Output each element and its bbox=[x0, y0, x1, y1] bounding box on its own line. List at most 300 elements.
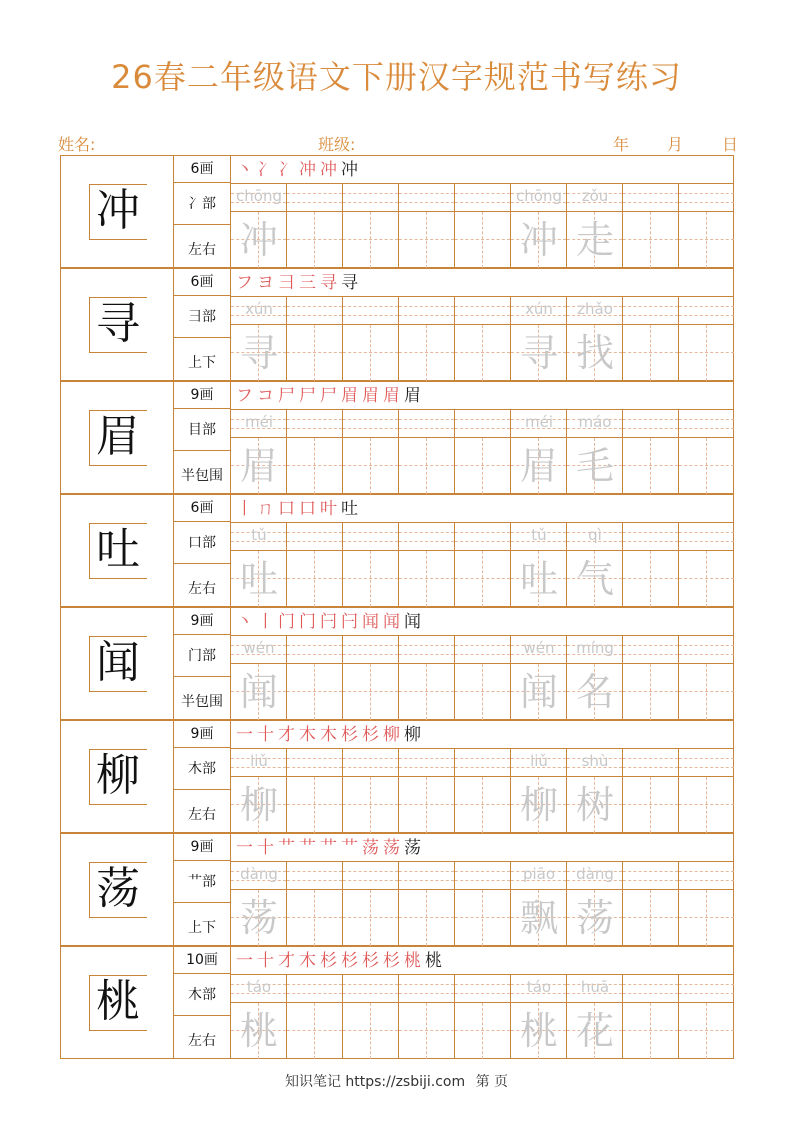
trace-pinyin: huā bbox=[580, 978, 610, 996]
practice-cell[interactable] bbox=[343, 749, 399, 833]
trace-pinyin: tǔ bbox=[251, 526, 267, 544]
practice-cell[interactable] bbox=[679, 862, 734, 946]
pinyin-lines bbox=[343, 410, 398, 438]
trace-hanzi: 冲 bbox=[519, 218, 558, 262]
trace-hanzi: 冲 bbox=[239, 218, 278, 262]
page-title: 26春二年级语文下册汉字规范书写练习 bbox=[111, 58, 682, 96]
structure-label: 上下 bbox=[188, 920, 216, 936]
practice-cell[interactable] bbox=[399, 975, 455, 1059]
stroke-step: 冲 bbox=[299, 160, 316, 180]
pinyin-lines bbox=[623, 410, 678, 438]
stroke-step: 闻 bbox=[404, 612, 421, 632]
practice-cell[interactable] bbox=[287, 184, 343, 268]
pinyin-lines bbox=[287, 523, 342, 551]
pinyin-lines bbox=[623, 184, 678, 212]
trace-hanzi: 找 bbox=[575, 331, 614, 375]
practice-cell[interactable] bbox=[511, 636, 567, 720]
stroke-step: 门 bbox=[299, 612, 316, 632]
practice-cell[interactable] bbox=[567, 410, 623, 494]
model-char: 闻 bbox=[96, 637, 140, 688]
model-char-cell bbox=[61, 947, 174, 1058]
pinyin-lines bbox=[287, 862, 342, 890]
practice-cell[interactable] bbox=[679, 297, 734, 381]
trace-hanzi: 走 bbox=[575, 218, 614, 262]
char-info bbox=[174, 269, 231, 380]
practice-cell[interactable] bbox=[231, 184, 287, 268]
practice-cell[interactable] bbox=[623, 410, 679, 494]
practice-cell[interactable] bbox=[511, 184, 567, 268]
radical-label: 口部 bbox=[174, 522, 230, 564]
model-char-cell bbox=[61, 156, 174, 267]
radical-label: 木部 bbox=[174, 974, 230, 1016]
stroke-count: 10画 bbox=[174, 947, 230, 974]
radical-label: 冫部 bbox=[174, 183, 230, 225]
char-block bbox=[60, 720, 734, 833]
practice-grid bbox=[231, 409, 734, 493]
practice-cell[interactable] bbox=[399, 410, 455, 494]
stroke-step: 口 bbox=[299, 499, 316, 519]
char-info bbox=[174, 834, 231, 945]
tian-grid bbox=[287, 890, 342, 946]
model-char: 眉 bbox=[96, 411, 140, 462]
tian-grid bbox=[679, 438, 734, 494]
stroke-step: 十 bbox=[257, 951, 274, 971]
practice-cell[interactable] bbox=[455, 636, 511, 720]
tian-grid bbox=[343, 890, 398, 946]
stroke-step: 艹 bbox=[278, 838, 295, 858]
stroke-step: 三 bbox=[299, 273, 316, 293]
trace-pinyin: táo bbox=[246, 978, 272, 996]
pinyin-lines bbox=[679, 523, 734, 551]
footer bbox=[0, 1071, 793, 1091]
model-char: 寻 bbox=[96, 298, 140, 349]
trace-hanzi: 桃 bbox=[519, 1009, 558, 1053]
practice-cell[interactable] bbox=[511, 862, 567, 946]
trace-pinyin: dàng bbox=[240, 865, 278, 883]
char-block bbox=[60, 155, 734, 268]
trace-pinyin: liǔ bbox=[250, 752, 268, 770]
tian-grid bbox=[399, 325, 454, 381]
pinyin-lines bbox=[287, 184, 342, 212]
pinyin-lines bbox=[623, 523, 678, 551]
pinyin-lines bbox=[287, 636, 342, 664]
stroke-order bbox=[236, 496, 362, 522]
stroke-step: 杉 bbox=[320, 951, 337, 971]
stroke-step: 口 bbox=[278, 499, 295, 519]
tian-grid bbox=[455, 551, 510, 607]
stroke-step: 丨 bbox=[236, 499, 253, 519]
practice-cell[interactable] bbox=[399, 749, 455, 833]
stroke-step: 眉 bbox=[383, 386, 400, 406]
practice-grid bbox=[231, 974, 734, 1058]
stroke-step: 杉 bbox=[362, 725, 379, 745]
pinyin-lines bbox=[623, 975, 678, 1003]
trace-hanzi: 吐 bbox=[239, 557, 278, 601]
practice-cell[interactable] bbox=[511, 523, 567, 607]
tian-grid bbox=[287, 551, 342, 607]
practice-cell[interactable] bbox=[679, 523, 734, 607]
stroke-step: 闩 bbox=[320, 612, 337, 632]
stroke-step: 荡 bbox=[383, 838, 400, 858]
practice-cell[interactable] bbox=[287, 749, 343, 833]
practice-cell[interactable] bbox=[287, 410, 343, 494]
pinyin-lines bbox=[455, 975, 510, 1003]
practice-cell[interactable] bbox=[231, 523, 287, 607]
pinyin-lines bbox=[455, 862, 510, 890]
structure-label: 左右 bbox=[188, 807, 216, 823]
trace-hanzi: 花 bbox=[575, 1009, 614, 1053]
year-label: 年 bbox=[613, 135, 630, 154]
stroke-step: 艹 bbox=[341, 838, 358, 858]
practice-cell[interactable] bbox=[567, 862, 623, 946]
practice-cell[interactable] bbox=[679, 975, 734, 1059]
model-char: 冲 bbox=[96, 185, 140, 236]
stroke-step: 一 bbox=[236, 725, 253, 745]
tian-grid bbox=[623, 1003, 678, 1059]
practice-grid bbox=[231, 861, 734, 945]
practice-cell[interactable] bbox=[455, 523, 511, 607]
tian-grid bbox=[679, 1003, 734, 1059]
practice-cell[interactable] bbox=[343, 636, 399, 720]
practice-cell[interactable] bbox=[343, 862, 399, 946]
pinyin-lines bbox=[287, 410, 342, 438]
trace-pinyin: wén bbox=[523, 639, 555, 657]
stroke-step: ㄇ bbox=[257, 499, 274, 519]
trace-hanzi: 柳 bbox=[519, 783, 558, 827]
stroke-step: 彐 bbox=[278, 273, 295, 293]
char-info bbox=[174, 382, 231, 493]
stroke-step: 荡 bbox=[362, 838, 379, 858]
trace-pinyin: qì bbox=[588, 526, 602, 544]
pinyin-lines bbox=[343, 749, 398, 777]
practice-cell[interactable] bbox=[231, 410, 287, 494]
tian-grid bbox=[455, 325, 510, 381]
pinyin-lines bbox=[455, 410, 510, 438]
trace-pinyin: máo bbox=[578, 413, 612, 431]
pinyin-lines bbox=[343, 636, 398, 664]
pinyin-lines bbox=[679, 749, 734, 777]
structure-label: 上下 bbox=[188, 355, 216, 371]
trace-hanzi: 荡 bbox=[239, 896, 278, 940]
practice-cell[interactable] bbox=[623, 184, 679, 268]
practice-cell[interactable] bbox=[231, 749, 287, 833]
trace-hanzi: 吐 bbox=[519, 557, 558, 601]
stroke-count: 9画 bbox=[174, 834, 230, 861]
stroke-step: 门 bbox=[278, 612, 295, 632]
practice-cell[interactable] bbox=[455, 862, 511, 946]
practice-cell[interactable] bbox=[511, 297, 567, 381]
day-label: 日 bbox=[722, 135, 739, 154]
practice-cell[interactable] bbox=[455, 410, 511, 494]
tian-grid bbox=[455, 438, 510, 494]
stroke-step: 寻 bbox=[320, 273, 337, 293]
pinyin-lines bbox=[287, 975, 342, 1003]
tian-grid bbox=[455, 664, 510, 720]
stroke-count: 9画 bbox=[174, 608, 230, 635]
stroke-step: 吐 bbox=[341, 499, 358, 519]
pinyin-lines bbox=[399, 862, 454, 890]
char-info bbox=[174, 947, 231, 1058]
structure-label: 左右 bbox=[188, 1033, 216, 1049]
stroke-step: 一 bbox=[236, 838, 253, 858]
pinyin-lines bbox=[399, 523, 454, 551]
stroke-step: 才 bbox=[278, 725, 295, 745]
practice-cell[interactable] bbox=[679, 410, 734, 494]
trace-pinyin: méi bbox=[524, 413, 553, 431]
stroke-step: 尸 bbox=[320, 386, 337, 406]
stroke-step: 冲 bbox=[320, 160, 337, 180]
trace-pinyin: méi bbox=[244, 413, 273, 431]
practice-cell[interactable] bbox=[287, 862, 343, 946]
pinyin-lines bbox=[623, 862, 678, 890]
pinyin-lines bbox=[343, 523, 398, 551]
trace-hanzi: 寻 bbox=[519, 331, 558, 375]
trace-hanzi: 桃 bbox=[239, 1009, 278, 1053]
stroke-count: 6画 bbox=[174, 495, 230, 522]
trace-pinyin: piāo bbox=[522, 865, 556, 883]
practice-cell[interactable] bbox=[287, 975, 343, 1059]
model-char-cell bbox=[61, 382, 174, 493]
tian-grid bbox=[455, 1003, 510, 1059]
tian-grid bbox=[455, 212, 510, 268]
trace-pinyin: liǔ bbox=[530, 752, 548, 770]
structure-label: 左右 bbox=[188, 581, 216, 597]
stroke-step: 尸 bbox=[299, 386, 316, 406]
pinyin-lines bbox=[343, 975, 398, 1003]
stroke-order bbox=[236, 948, 446, 974]
practice-cell[interactable] bbox=[231, 975, 287, 1059]
practice-cell[interactable] bbox=[623, 297, 679, 381]
tian-grid bbox=[679, 890, 734, 946]
pinyin-lines bbox=[455, 636, 510, 664]
practice-grid bbox=[231, 183, 734, 267]
trace-hanzi: 毛 bbox=[575, 444, 614, 488]
stroke-step: 眉 bbox=[341, 386, 358, 406]
practice-grid bbox=[231, 635, 734, 719]
stroke-step: 杉 bbox=[383, 951, 400, 971]
practice-grid bbox=[231, 522, 734, 606]
stroke-step: 尸 bbox=[278, 386, 295, 406]
pinyin-lines bbox=[399, 410, 454, 438]
stroke-step: 冫 bbox=[278, 160, 295, 180]
stroke-step: 艹 bbox=[320, 838, 337, 858]
practice-cell[interactable] bbox=[623, 749, 679, 833]
tian-grid bbox=[343, 664, 398, 720]
practice-cell[interactable] bbox=[455, 184, 511, 268]
tian-grid bbox=[343, 777, 398, 833]
pinyin-lines bbox=[399, 749, 454, 777]
practice-grid bbox=[231, 296, 734, 380]
stroke-step: 丶 bbox=[236, 612, 253, 632]
practice-cell[interactable] bbox=[623, 636, 679, 720]
practice-cell[interactable] bbox=[231, 297, 287, 381]
char-block bbox=[60, 268, 734, 381]
char-info bbox=[174, 608, 231, 719]
trace-hanzi: 闻 bbox=[519, 670, 558, 714]
stroke-step: 柳 bbox=[404, 725, 421, 745]
stroke-order bbox=[236, 270, 362, 296]
char-info bbox=[174, 721, 231, 832]
practice-cell[interactable] bbox=[399, 297, 455, 381]
tian-grid bbox=[623, 664, 678, 720]
practice-cell[interactable] bbox=[287, 636, 343, 720]
stroke-step: 眉 bbox=[404, 386, 421, 406]
tian-grid bbox=[623, 777, 678, 833]
char-block bbox=[60, 946, 734, 1059]
tian-grid bbox=[287, 1003, 342, 1059]
practice-cell[interactable] bbox=[567, 523, 623, 607]
tian-grid bbox=[679, 212, 734, 268]
stroke-step: 杉 bbox=[341, 951, 358, 971]
stroke-step: 柳 bbox=[383, 725, 400, 745]
model-char-cell bbox=[61, 834, 174, 945]
stroke-step: 一 bbox=[236, 951, 253, 971]
practice-cell[interactable] bbox=[567, 749, 623, 833]
tian-grid bbox=[623, 890, 678, 946]
practice-cell[interactable] bbox=[679, 636, 734, 720]
stroke-step: 冫 bbox=[257, 160, 274, 180]
practice-cell[interactable] bbox=[399, 523, 455, 607]
structure-label: 半包围 bbox=[181, 468, 223, 484]
practice-cell[interactable] bbox=[511, 749, 567, 833]
stroke-step: フ bbox=[236, 273, 253, 293]
stroke-step: 闻 bbox=[383, 612, 400, 632]
practice-cell[interactable] bbox=[623, 523, 679, 607]
practice-cell[interactable] bbox=[679, 184, 734, 268]
stroke-order bbox=[236, 157, 362, 183]
practice-cell[interactable] bbox=[287, 523, 343, 607]
practice-cell[interactable] bbox=[231, 862, 287, 946]
model-char-cell bbox=[61, 269, 174, 380]
stroke-step: 木 bbox=[299, 951, 316, 971]
stroke-step: 才 bbox=[278, 951, 295, 971]
practice-cell[interactable] bbox=[623, 862, 679, 946]
tian-grid bbox=[455, 890, 510, 946]
trace-hanzi: 眉 bbox=[519, 444, 558, 488]
trace-pinyin: míng bbox=[576, 639, 614, 657]
model-char: 柳 bbox=[96, 750, 140, 801]
trace-pinyin: shù bbox=[581, 752, 609, 770]
trace-pinyin: xún bbox=[245, 300, 273, 318]
month-label: 月 bbox=[667, 135, 684, 154]
practice-cell[interactable] bbox=[679, 749, 734, 833]
pinyin-lines bbox=[679, 636, 734, 664]
practice-cell[interactable] bbox=[399, 636, 455, 720]
stroke-step: 丶 bbox=[236, 160, 253, 180]
practice-cell[interactable] bbox=[343, 410, 399, 494]
tian-grid bbox=[287, 438, 342, 494]
practice-cell[interactable] bbox=[567, 636, 623, 720]
trace-pinyin: xún bbox=[525, 300, 553, 318]
tian-grid bbox=[399, 438, 454, 494]
practice-cell[interactable] bbox=[455, 975, 511, 1059]
practice-cell[interactable] bbox=[567, 975, 623, 1059]
stroke-step: 眉 bbox=[362, 386, 379, 406]
pinyin-lines bbox=[399, 636, 454, 664]
structure-label: 半包围 bbox=[181, 694, 223, 710]
practice-cell[interactable] bbox=[567, 184, 623, 268]
practice-cell[interactable] bbox=[511, 410, 567, 494]
pinyin-lines bbox=[455, 523, 510, 551]
tian-grid bbox=[455, 777, 510, 833]
stroke-step: 桃 bbox=[425, 951, 442, 971]
practice-cell[interactable] bbox=[399, 862, 455, 946]
trace-hanzi: 荡 bbox=[575, 896, 614, 940]
tian-grid bbox=[679, 325, 734, 381]
stroke-step: 闻 bbox=[362, 612, 379, 632]
trace-hanzi: 名 bbox=[575, 670, 614, 714]
practice-cell[interactable] bbox=[343, 523, 399, 607]
pinyin-lines bbox=[679, 410, 734, 438]
practice-cell[interactable] bbox=[399, 184, 455, 268]
practice-cell[interactable] bbox=[455, 297, 511, 381]
trace-pinyin: zǒu bbox=[581, 187, 609, 205]
structure-label: 左右 bbox=[188, 242, 216, 258]
practice-cell[interactable] bbox=[287, 297, 343, 381]
worksheet bbox=[60, 155, 734, 1059]
tian-grid bbox=[343, 325, 398, 381]
stroke-step: 寻 bbox=[341, 273, 358, 293]
pinyin-lines bbox=[455, 184, 510, 212]
pinyin-lines bbox=[343, 184, 398, 212]
trace-hanzi: 柳 bbox=[239, 783, 278, 827]
tian-grid bbox=[679, 551, 734, 607]
radical-label: 艹部 bbox=[174, 861, 230, 903]
trace-hanzi: 树 bbox=[575, 783, 614, 827]
practice-cell[interactable] bbox=[343, 184, 399, 268]
radical-label: 木部 bbox=[174, 748, 230, 790]
trace-pinyin: chōng bbox=[236, 187, 282, 205]
pinyin-lines bbox=[455, 297, 510, 325]
practice-cell[interactable] bbox=[567, 297, 623, 381]
practice-cell[interactable] bbox=[623, 975, 679, 1059]
stroke-order bbox=[236, 383, 425, 409]
trace-hanzi: 气 bbox=[575, 557, 614, 601]
practice-cell[interactable] bbox=[511, 975, 567, 1059]
tian-grid bbox=[287, 777, 342, 833]
pinyin-lines bbox=[679, 975, 734, 1003]
model-char-cell bbox=[61, 721, 174, 832]
stroke-order bbox=[236, 835, 425, 861]
char-info bbox=[174, 156, 231, 267]
practice-cell[interactable] bbox=[231, 636, 287, 720]
pinyin-lines bbox=[399, 297, 454, 325]
char-block bbox=[60, 494, 734, 607]
char-block bbox=[60, 381, 734, 494]
pinyin-lines bbox=[399, 184, 454, 212]
practice-cell[interactable] bbox=[343, 297, 399, 381]
practice-cell[interactable] bbox=[343, 975, 399, 1059]
trace-pinyin: chōng bbox=[516, 187, 562, 205]
tian-grid bbox=[287, 664, 342, 720]
pinyin-lines bbox=[679, 862, 734, 890]
stroke-step: 木 bbox=[320, 725, 337, 745]
trace-hanzi: 闻 bbox=[239, 670, 278, 714]
stroke-step: 叶 bbox=[320, 499, 337, 519]
stroke-step: 冲 bbox=[341, 160, 358, 180]
stroke-step: 荡 bbox=[404, 838, 421, 858]
pinyin-lines bbox=[623, 636, 678, 664]
stroke-step: 杉 bbox=[362, 951, 379, 971]
radical-label: 目部 bbox=[174, 409, 230, 451]
radical-label: 门部 bbox=[174, 635, 230, 677]
practice-cell[interactable] bbox=[455, 749, 511, 833]
tian-grid bbox=[399, 212, 454, 268]
tian-grid bbox=[399, 1003, 454, 1059]
tian-grid bbox=[287, 325, 342, 381]
tian-grid bbox=[623, 212, 678, 268]
stroke-count: 9画 bbox=[174, 721, 230, 748]
